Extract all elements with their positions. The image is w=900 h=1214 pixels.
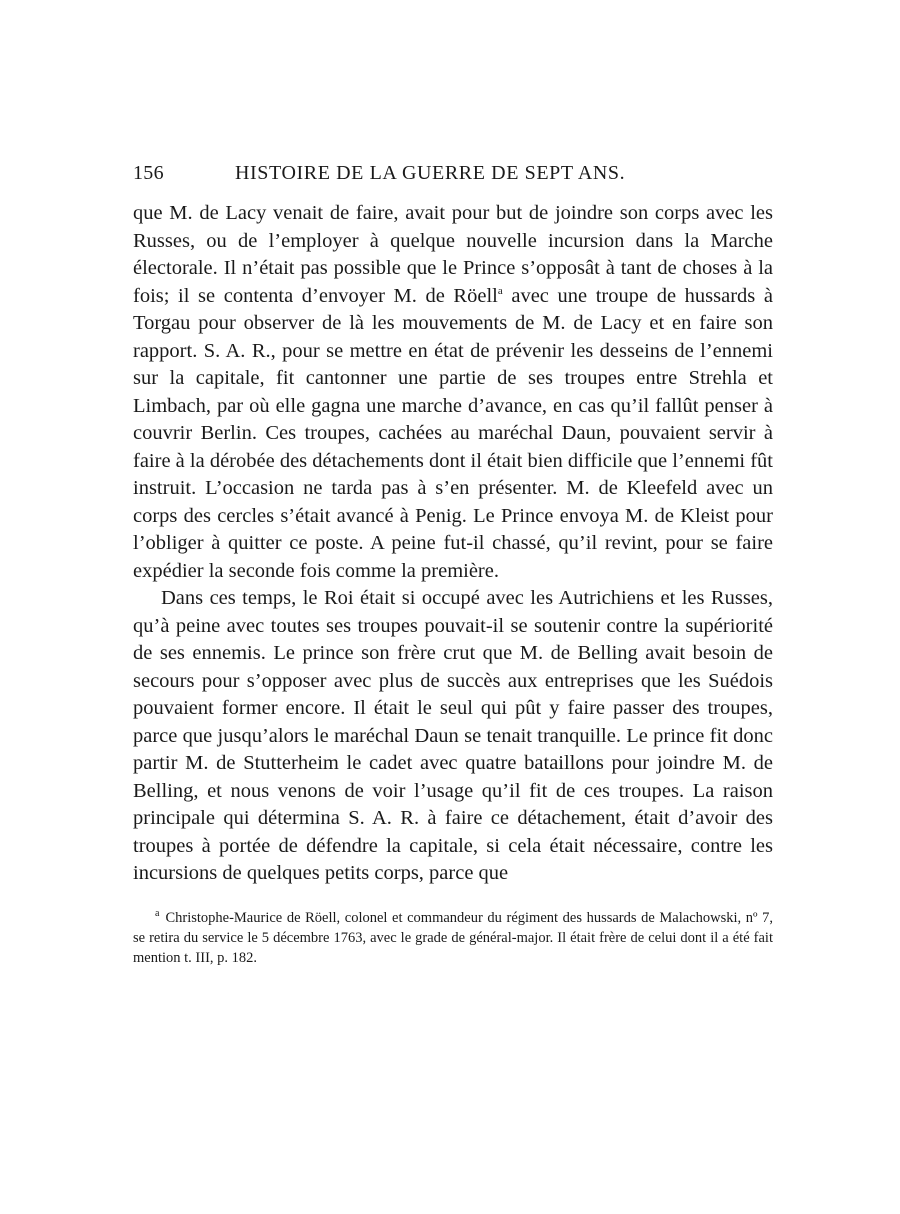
footnote-reference: a bbox=[497, 284, 503, 297]
paragraph-1-text-b: avec une troupe de hussards à Torgau pour observer de là les mouvements de M. de Lacy et en faire son rapport. S. A. R., pour se mettre en état de prévenir les desseins de l’ennemi sur la capitale, fit cantonner une partie de ses troupes entre Strehla et Limbach, par où elle gagna une marche d’avance, en cas qu’il fallût penser à couvrir Berlin. Ces troupes, cachées au maréchal Daun, pouvaient servir à faire à la dérobée des détachements dont il était bien difficile que l’ennemi fût instruit. L’occasion ne tarda pas à s’en présenter. M. de Kleefeld avec un corps des cercles s’était avancé à Penig. Le Prince envoya M. de Kleist pour l’obliger à quitter ce poste. A peine fut-il chassé, qu’il revint, pour se faire expédier la seconde fois comme la première. bbox=[133, 284, 773, 582]
paragraph-1-text-a: que M. de Lacy venait de faire, avait pour but de joindre son corps avec les Russes, ou de l’employer à quelque nouvelle incursion dans la Marche électorale. Il n’était pas possible que le Prince s’opposât à tant de choses à la fois; il se contenta d’envoyer M. de Röell bbox=[133, 202, 773, 307]
page-number: 156 bbox=[133, 162, 164, 184]
footnote-marker: a bbox=[155, 907, 160, 919]
footnotes bbox=[133, 908, 773, 968]
running-head bbox=[133, 160, 773, 190]
book-page bbox=[133, 160, 773, 968]
footnote-text: Christophe-Maurice de Röell, colonel et commandeur du régiment des hussards de Malachowski, nº 7, se retira du service le 5 décembre 1763, avec le grade de général-major. Il était frère de celui dont il a été fait mention t. III, p. 182. bbox=[133, 909, 773, 966]
running-title: HISTOIRE DE LA GUERRE DE SEPT ANS. bbox=[235, 162, 626, 184]
body-text bbox=[133, 200, 773, 888]
footnote-a bbox=[133, 908, 773, 968]
paragraph-2: Dans ces temps, le Roi était si occupé avec les Autrichiens et les Russes, qu’à peine avec toutes ses troupes pouvait-il se soutenir contre la supériorité de ses ennemis. Le prince son frère crut que M. de Belling avait besoin de secours pour s’opposer avec plus de succès aux entreprises que les Suédois pouvaient former encore. Il était le seul qui pût y faire passer des troupes, parce que jusqu’alors le maréchal Daun se tenait tranquille. Le prince fit donc partir M. de Stutterheim le cadet avec quatre bataillons pour joindre M. de Belling, et nous venons de voir l’usage qu’il fit de ces troupes. La raison principale qui détermina S. A. R. à faire ce détachement, était d’avoir des troupes à portée de défendre la capitale, si cela était nécessaire, contre les incursions de quelques petits corps, parce que bbox=[133, 587, 773, 884]
paragraph-1 bbox=[133, 200, 773, 585]
